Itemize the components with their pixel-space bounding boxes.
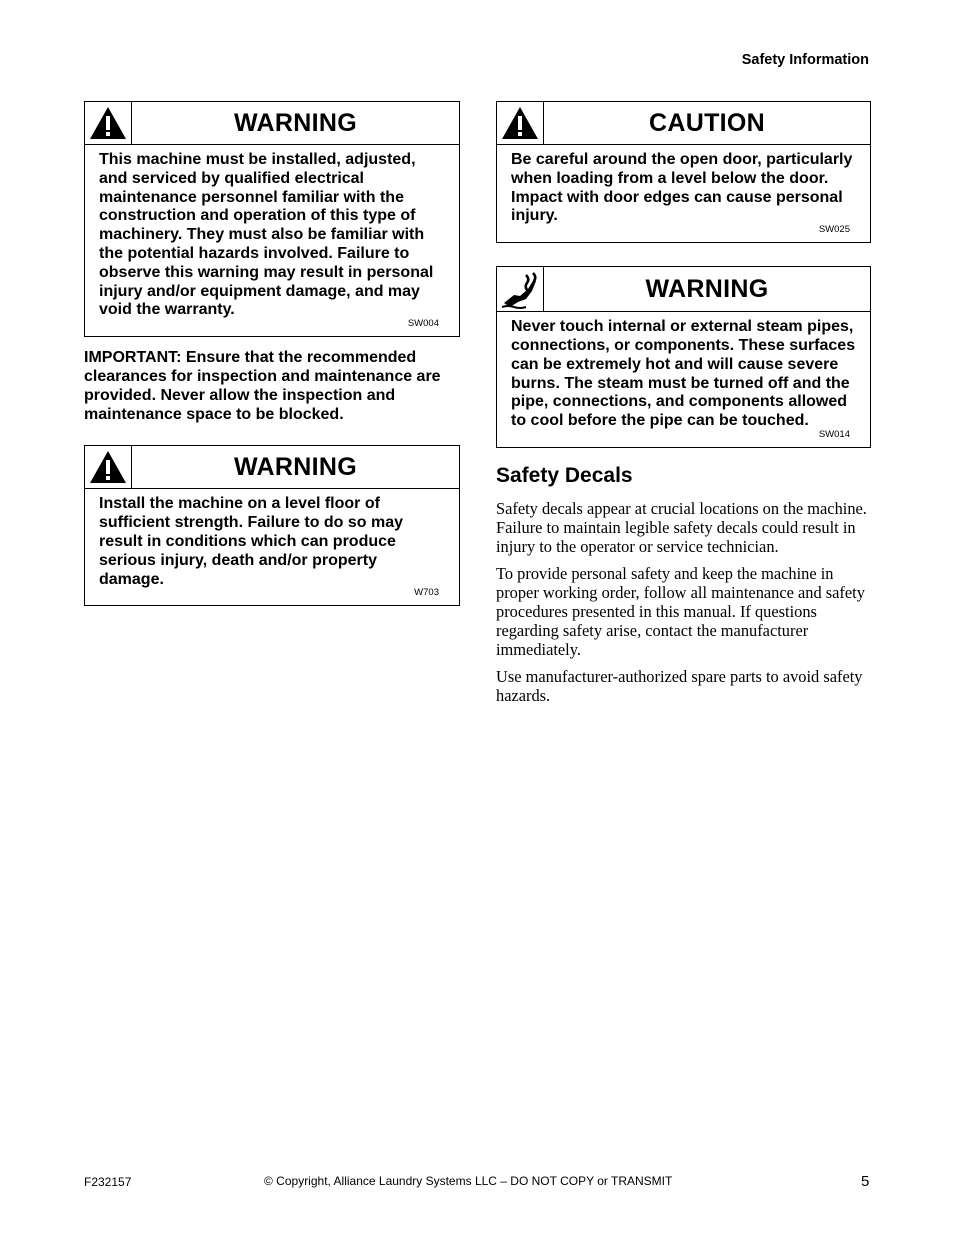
caution-code: SW025 (818, 224, 850, 236)
warning-triangle-icon (85, 446, 132, 488)
left-column (84, 101, 460, 606)
paragraph: Safety decals appear at crucial locations on the machine. Failure to maintain legible safety decals could result in injury to the operator or service technician. (496, 498, 867, 556)
warning-box-header (85, 102, 459, 145)
warning-triangle-icon (497, 102, 544, 144)
warning-title: WARNING (234, 108, 357, 137)
warning-code: SW014 (818, 428, 850, 440)
page-number: 5 (861, 1173, 870, 1190)
warning-box-floor (84, 445, 460, 606)
hot-surface-hand-icon (497, 267, 544, 311)
warning-title: WARNING (234, 452, 357, 481)
warning-box-installation (84, 101, 460, 337)
warning-code: W703 (414, 587, 439, 599)
warning-triangle-icon (85, 102, 132, 144)
footer-doc-id: F232157 (84, 1175, 132, 1189)
warning-body (497, 312, 870, 447)
paragraph: To provide personal safety and keep the machine in proper working order, follow all maintenance and safety procedures presented in this manual. If questions regarding safety arise, contact the manufacturer immediately. (496, 564, 865, 659)
warning-box-steam (496, 266, 871, 448)
warning-box-header (497, 267, 870, 312)
footer-copyright: © Copyright, Alliance Laundry Systems LLC – DO NOT COPY or TRANSMIT (264, 1174, 673, 1188)
caution-text: Be careful around the open door, particularly when loading from a level below the door. Impact with door edges can cause personal injury. (511, 151, 853, 225)
paragraph: Use manufacturer-authorized spare parts to avoid safety hazards. (496, 667, 863, 706)
page-section-title: Safety Information (741, 52, 869, 68)
caution-box-door (496, 101, 871, 243)
caution-body (497, 145, 870, 242)
warning-body (85, 489, 459, 605)
warning-title: WARNING (645, 274, 769, 303)
caution-title: CAUTION (649, 108, 765, 137)
important-note: IMPORTANT: Ensure that the recommended clearances for inspection and maintenance are provided. Never allow the inspection and maintenance space to be blocked. (84, 349, 441, 423)
warning-text: Never touch internal or external steam pipes, connections, or components. These surfaces can be extremely hot and will cause severe burns. The steam must be turned off and the pipe, connections, and components allowed to cool before the pipe can be touched. (511, 318, 856, 430)
warning-text: This machine must be installed, adjusted, and serviced by qualified electrical maintenance personnel familiar with the construction and operation of this type of machinery. They must also be familiar with the potential hazards involved. Failure to observe this warning may result in personal injury and/or equipment damage, and may void the warranty. (99, 151, 434, 319)
warning-box-header (85, 446, 459, 489)
right-column (496, 101, 871, 715)
warning-code: SW004 (407, 318, 439, 330)
warning-body (85, 145, 459, 336)
caution-box-header (497, 102, 870, 145)
warning-text: Install the machine on a level floor of sufficient strength. Failure to do so may result in conditions which can produce serious injury, death and/or property damage. (99, 495, 404, 588)
section-heading-safety-decals: Safety Decals (496, 463, 633, 487)
